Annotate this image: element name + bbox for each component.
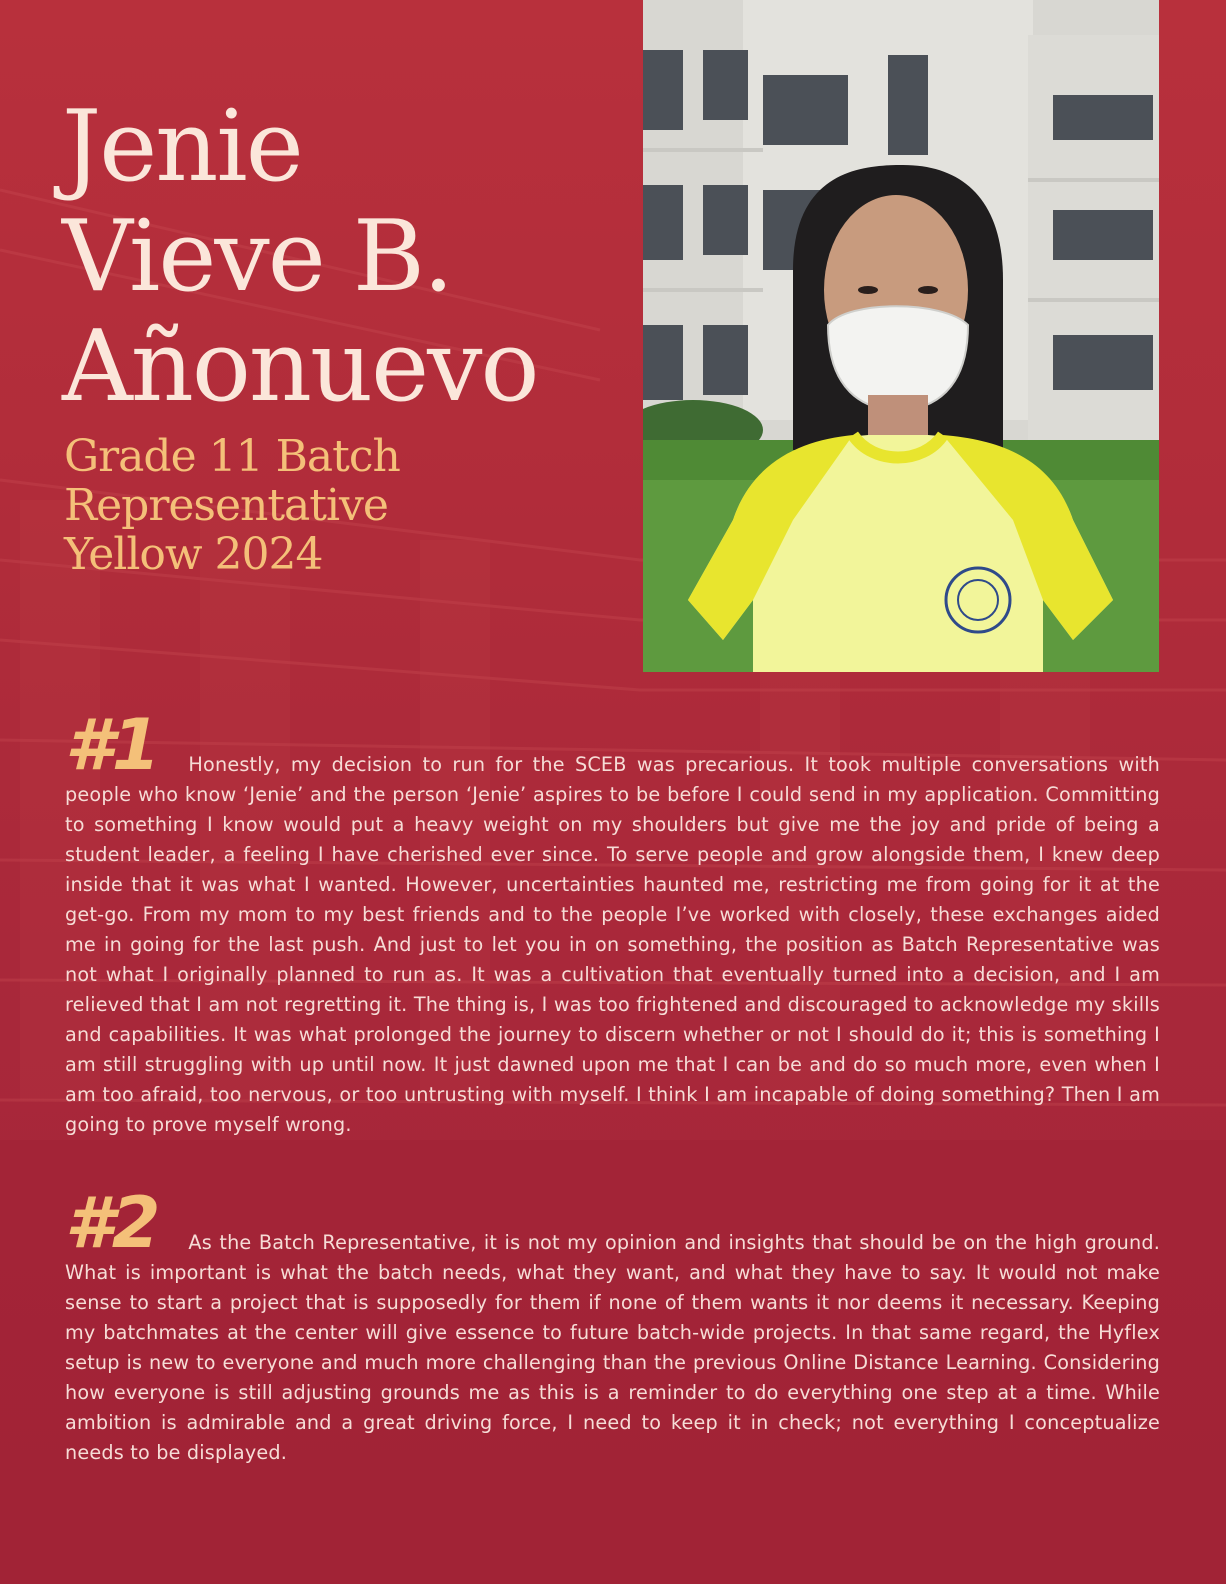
- answer-text-2: As the Batch Representative, it is not my opinion and insights that should be on the high ground. What is important is what the batch needs, what they want, and what they have to say. It would not make sense to start a project that is supposedly for them if none of them wants it nor deems it necessary. Keeping my batchmates at the center will give essence to future batch-wide projects. In that same regard, the Hyflex setup is new to everyone and much more challenging than the previous Online Distance Learning. Considering how everyone is still adjusting grounds me as this is a reminder to do everything one step at a time. While ambition is admirable and a great driving force, I need to keep it in check; not everything I conceptualize needs to be displayed.: [65, 1231, 1160, 1464]
- candidate-role: Grade 11 Batch Representative Yellow 2024: [64, 431, 400, 580]
- candidate-photo: [643, 0, 1159, 672]
- answer-number-2: #2: [65, 1182, 159, 1264]
- answer-text-1: Honestly, my decision to run for the SCEB was precarious. It took multiple conversations with people who know ‘Jenie’ and the person ‘Jenie’ aspires to be before I could send in my application. Committing to something I know would put a heavy weight on my shoulders but give me the joy and pride of being a student leader, a feeling I have cherished ever since. To serve people and grow alongside them, I knew deep inside that it was what I wanted. However, uncertainties haunted me, restricting me from going for it at the get-go. From my mom to my best friends and to the people I’ve worked with closely, these exchanges aided me in going for the last push. And just to let you in on something, the position as Batch Representative was not what I originally planned to run as. It was a cultivation that eventually turned into a decision, and I am relieved that I am not regretting it. The thing is, I was too frightened and discouraged to acknowledge my skills and capabilities. It was what prolonged the journey to discern whether or not I should do it; this is something I am still struggling with up until now. It just dawned upon me that I can be and do so much more, even when I am too afraid, too nervous, or too untrusting with myself. I think I am incapable of doing something? Then I am going to prove myself wrong.: [65, 753, 1160, 1136]
- answer-section-2: [65, 1182, 1160, 1468]
- candidate-name: Jenie Vieve B. Añonuevo: [62, 90, 538, 424]
- answer-number-1: #1: [65, 704, 159, 786]
- answer-section-1: [65, 704, 1160, 1140]
